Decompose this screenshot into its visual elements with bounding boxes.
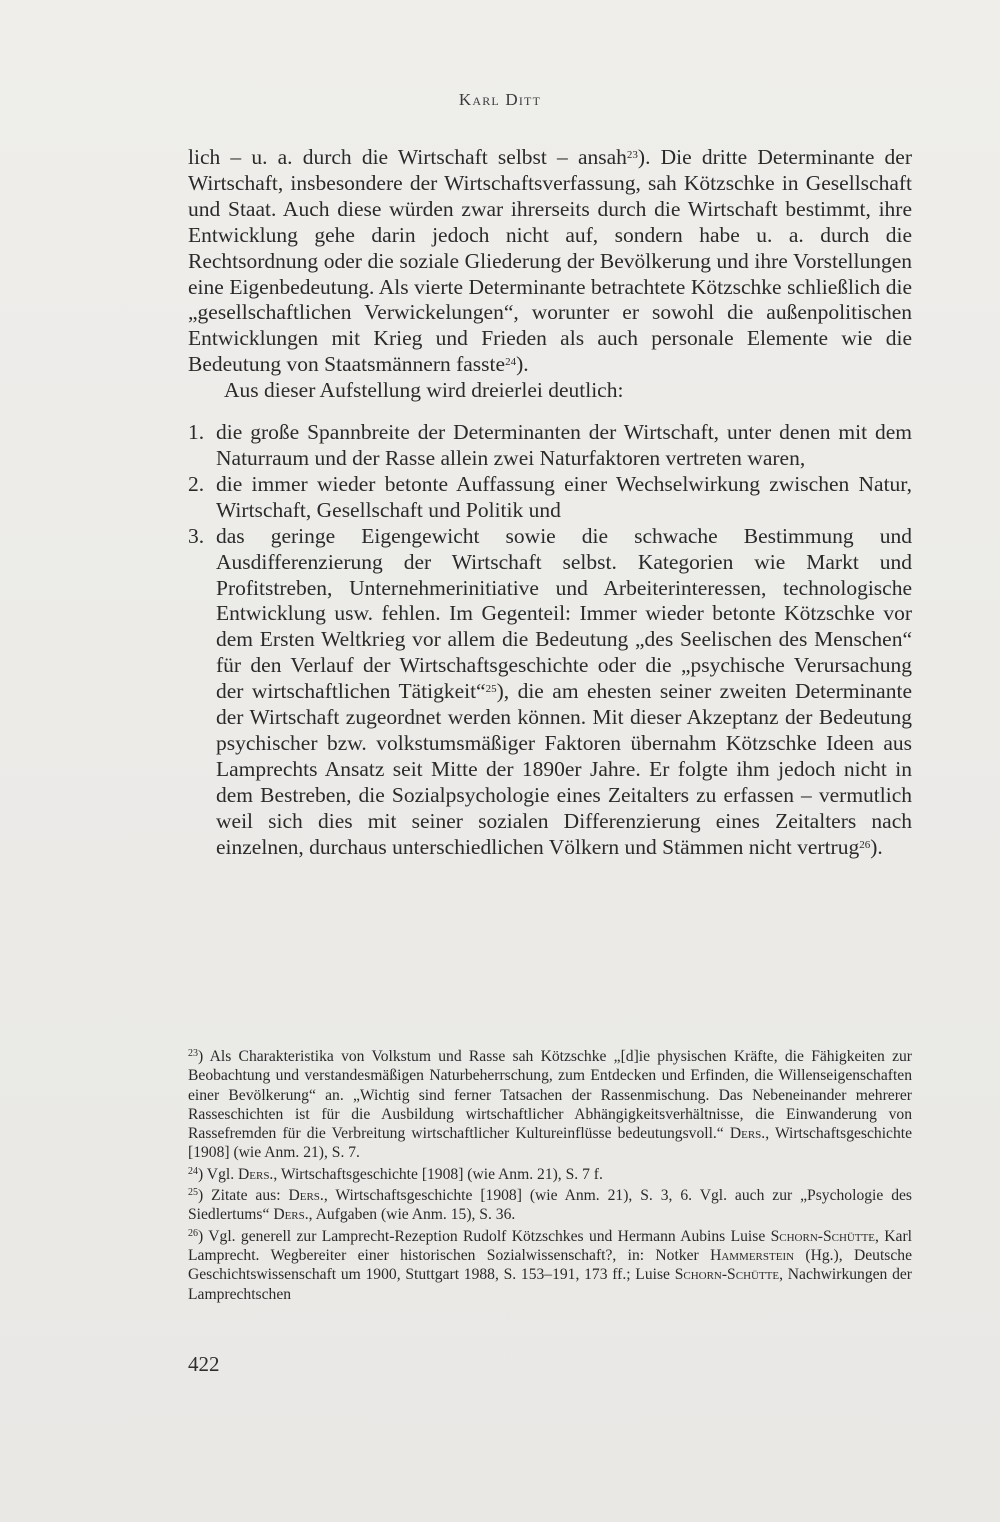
paragraph-text: ). Die dritte Determinante der Wirtschaft, insbesondere der Wirtschaftsverfassung, sah Kötzschke in Gesellschaft und Staat. Auch diese würden zwar ihrerseits durch die Wirtschaft bestimmt, ihre Entwicklung gehe darin jedoch nicht auf, sondern habe u. a. durch die Rechtsordnung oder die soziale Gliederung der Bevölkerung und ihre Vorstellungen eine Eigenbedeutung. Als vierte Determinante betrachtete Kötzschke schließlich die „gesellschaftlichen Verwickelungen“, worunter er sowohl die außenpolitischen Entwicklungen mit Krieg und Frieden als auch personale Elemente wie die Bedeutung von Staatsmännern fasste xyxy=(188,145,912,377)
list-item xyxy=(188,420,912,472)
list-text: ). xyxy=(870,834,883,859)
footnote-author: Schorn-Schütte xyxy=(674,1266,780,1284)
list-item xyxy=(188,472,912,524)
footnote-text: , Nachwirkungen der Lamprechtschen xyxy=(188,1266,912,1303)
paragraph-1 xyxy=(188,145,912,378)
footnote-author: Ders. xyxy=(288,1187,324,1205)
paragraph-text: lich – u. a. durch die Wirtschaft selbst – ansah xyxy=(188,145,627,169)
list-text: die immer wieder betonte Auffassung einer Wechselwirkung zwischen Natur, Wirtschaft, Gesellschaft und Politik und xyxy=(216,471,912,522)
paragraph-text: ). xyxy=(516,352,529,377)
footnote-text: (Hg.), Deutsche Geschichtswissenschaft um 1900, Stuttgart 1988, S. 153–191, 173 ff.; Luise xyxy=(188,1246,912,1284)
footnote-ref-23: 23 xyxy=(626,149,638,161)
footnote-text: ) Vgl. generell zur Lamprecht-Rezeption Rudolf Kötzschkes und Hermann Aubins Luise xyxy=(198,1227,771,1245)
footnote-ref-26: 26 xyxy=(859,838,871,851)
footnote-text: , Karl Lamprecht. Wegbereiter einer historischen Sozialwissenschaft?, in: Notker xyxy=(188,1227,912,1264)
list-text: die große Spannbreite der Determinanten der Wirtschaft, unter denen mit dem Naturraum und der Rasse allein zwei Naturfaktoren vertreten waren, xyxy=(216,420,912,470)
footnote-26 xyxy=(188,1227,912,1304)
footnote-text: ) Als Charakteristika von Volkstum und Rasse sah Kötzschke „[d]ie physischen Kräfte, die Fähigkeiten zur Beobachtung und verstandesmäßigen Naturbeherrschung, zum Entdecken und Erfinden, die Willenseigenschaften einer Bevölkerung“ an. „Wichtig sind ferner Tatsachen der Rassenmischung. Das Nebeneinander mehrerer Rasseschichten ist für die Ausbildung wirtschaftlicher Abhängigkeitsverhältnisse, die Einwanderung von Rassefremden für die Verbreitung wirtschaftlicher Kultureinflüsse bedeutungsvoll.“ xyxy=(188,1048,912,1143)
footnote-text: , Aufgaben (wie Anm. 15), S. 36. xyxy=(308,1206,516,1224)
list-number: 1. xyxy=(188,420,205,445)
footnote-mark: 24 xyxy=(188,1165,198,1177)
list-text: ), die am ehesten seiner zweiten Determinante der Wirtschaft zugeordnet werden können. Mit dieser Akzeptanz der Bedeutung psychischer bzw. volkstumsmäßiger Faktoren übernahm Kötzschke Ideen aus Lamprechts Ansatz seit Mitte der 1890er Jahre. Er folgte ihm jedoch nicht in dem Bestreben, die Sozialpsychologie eines Zeitalters zu erfassen – vermutlich weil sich dies mit seiner sozialen Differenzierung eines Zeitalters nach einzelnen, durchaus unterschiedlichen Völkern und Stämmen nicht vertrug xyxy=(216,679,912,859)
page-number: 422 xyxy=(188,1352,220,1376)
footnote-author: Ders. xyxy=(273,1206,309,1224)
list-text: das geringe Eigengewicht sowie die schwache Bestimmung und Ausdifferenzierung der Wirtschaft selbst. Kategorien wie Markt und Profitstreben, Unternehmerinitiative und Arbeiterinteressen, technologische Entwicklung usw. fehlen. Im Gegenteil: Immer wieder betonte Kötzschke vor dem Ersten Weltkrieg vor allem die Bedeutung „des Seelischen des Menschen“ für den Verlauf der Wirtschaftsgeschichte oder die „psychische Verursachung der wirtschaftlichen Tätigkeit“ xyxy=(216,523,912,704)
list-number: 2. xyxy=(188,471,205,496)
footnote-text: ) Vgl. xyxy=(198,1165,238,1183)
footnote-25 xyxy=(188,1186,912,1225)
footnote-author: Ders. xyxy=(238,1165,274,1183)
footnotes xyxy=(188,1047,912,1304)
footnote-author: Ders. xyxy=(729,1125,766,1143)
running-head: Karl Ditt xyxy=(458,90,542,109)
footnote-ref-24: 24 xyxy=(505,356,517,369)
list-item xyxy=(188,524,912,861)
paragraph-2: Aus dieser Aufstellung wird dreierlei deutlich: xyxy=(224,378,624,403)
footnote-mark: 26 xyxy=(188,1227,198,1239)
main-text xyxy=(188,145,912,860)
footnote-author: Schorn-Schütte xyxy=(770,1227,876,1245)
list-number: 3. xyxy=(188,523,205,548)
footnote-text: , Wirtschaftsgeschichte [1908] (wie Anm. 21), S. 3, 6. Vgl. auch zur „Psychologie des Siedlertums“ xyxy=(188,1187,912,1224)
footnote-24 xyxy=(188,1165,912,1184)
footnote-text: , Wirtschaftsgeschichte [1908] (wie Anm. 21), S. 7. xyxy=(188,1125,913,1162)
footnote-ref-25: 25 xyxy=(485,683,497,696)
footnote-mark: 25 xyxy=(188,1187,198,1199)
footnote-mark: 23 xyxy=(188,1048,198,1059)
numbered-list xyxy=(188,420,912,860)
footnote-author: Hammerstein xyxy=(710,1246,795,1264)
footnote-text: ) Zitate aus: xyxy=(198,1187,289,1205)
footnote-text: , Wirtschaftsgeschichte [1908] (wie Anm. 21), S. 7 f. xyxy=(273,1165,603,1183)
footnote-23 xyxy=(188,1047,912,1163)
